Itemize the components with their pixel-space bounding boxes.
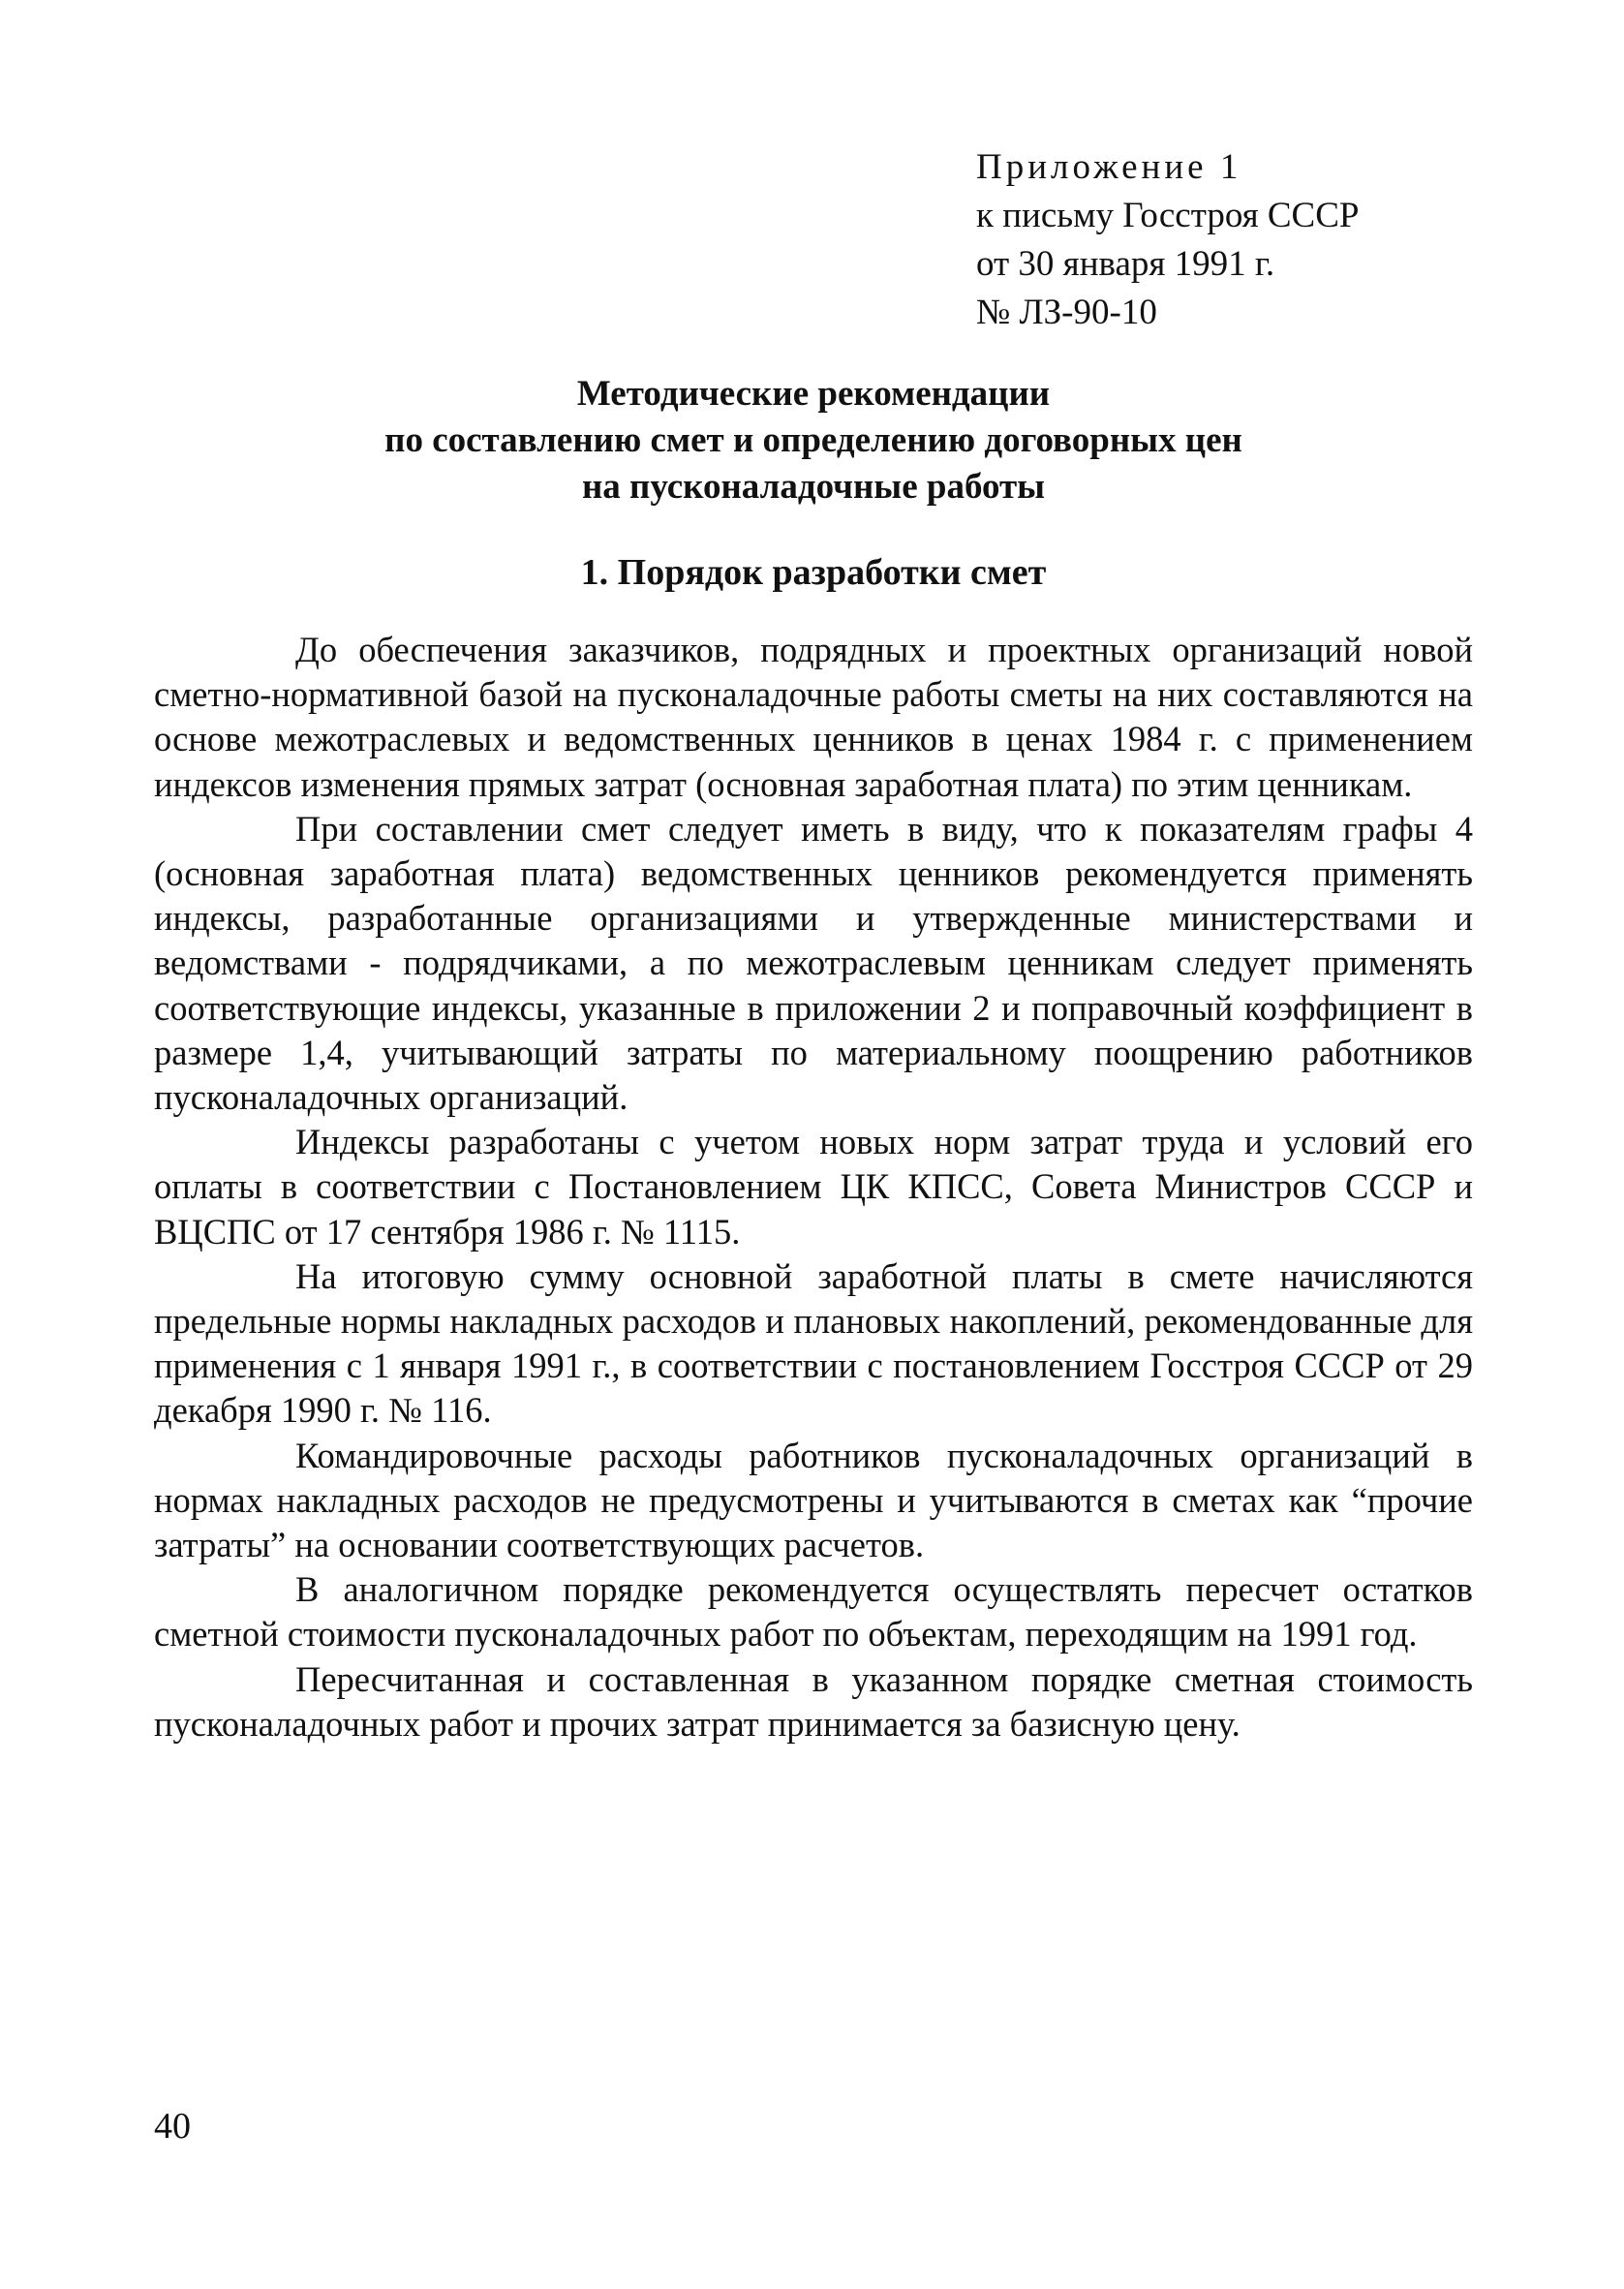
appendix-reference [976,143,1518,337]
section-heading: 1. Порядок разработки смет [580,552,1047,593]
title-line-2: по составлению смет и определению договорных цен [384,420,1242,460]
appendix-label: Приложение 1 [976,147,1242,187]
paragraph: На итоговую сумму основной заработной платы в смете начисляются предельные нормы накладных расходов и плановых накоплений, рекомендованные для применения с 1 января 1991 г., в соответствии с постановлением Госстроя СССР от 29 декабря 1990 г. № 116. [154,1255,1473,1431]
title-line-3: на пусконаладочные работы [581,467,1046,507]
appendix-number: № ЛЗ-90-10 [976,293,1157,332]
title-line-1: Методические рекомендации [576,374,1051,414]
body-text [154,628,1473,1747]
paragraph: В аналогичном порядке рекомендуется осуществлять пересчет остатков сметной стоимости пусконаладочных работ по объектам, переходящим на 1991 год. [154,1569,1473,1655]
paragraph: Пересчитанная и составленная в указанном порядке сметная стоимость пусконаладочных работ и прочих затрат принимается за базисную цену. [154,1658,1473,1744]
paragraph: Индексы разработаны с учетом новых норм затрат труда и условий его оплаты в соответствии с Постановлением ЦК КПСС, Совета Министров СССР и ВЦСПС от 17 сентября 1986 г. № 1115. [154,1122,1473,1252]
appendix-letter-ref: к письму Госстроя СССР [976,196,1360,235]
paragraph: Командировочные расходы работников пусконаладочных организаций в нормах накладных расходов не предусмотрены и учитываются в сметах как “прочие затраты” на основании соответствующих расчетов. [154,1435,1473,1565]
paragraph: При составлении смет следует иметь в виду, что к показателям графы 4 (основная заработная плата) ведомственных ценников рекомендуется применять индексы, разработанные организациями и утвержденные министерствами и ведомствами - подрядчиками, а по межотраслевым ценникам следует применять соответствующие индексы, указанные в приложении 2 и поправочный коэффициент в размере 1,4, учитывающий затраты по материальному поощрению работников пусконаладочных организаций. [154,808,1473,1118]
page-number: 40 [154,2106,191,2147]
paragraph: До обеспечения заказчиков, подрядных и проектных организаций новой сметно-нормативной базой на пусконаладочные работы сметы на них составляются на основе межотраслевых и ведомственных ценников в ценах 1984 г. с применением индексов изменения прямых затрат (основная заработная плата) по этим ценникам. [154,630,1473,804]
appendix-date: от 30 января 1991 г. [976,244,1275,284]
document-title [145,371,1482,510]
